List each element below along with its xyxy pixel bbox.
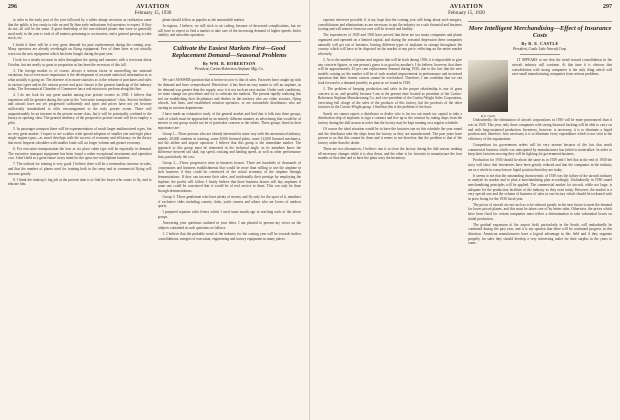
body-paragraph: Production for 1930 should be about the same as in 1929 and I feel that at the end of 1930 the story will show that inventories have been greatly reduced and that the companies in the industry are as a whole in a much more liquid position than they are today.: [468, 158, 612, 172]
page-number: 296: [8, 4, 17, 10]
body-paragraph: I prepared separate sales letters which I used same month ago in reaching each of the above groups.: [157, 210, 301, 219]
divider: [520, 54, 560, 55]
body-paragraph: Competition for government orders will be very intense because of the fact that much commercial business which was anticipated by manufacturers has failed to materialize. In order to keep their factories moving they will be fighting for government business.: [468, 142, 612, 157]
columns: [8, 18, 301, 418]
body-paragraph: 4. I do not look for any great market among true private owners in 1930. I believe that expansion will be greatest during this year in the "executive transportation" class. Service facilities and aircraft have not yet progressed sufficiently and types and prices have not yet become sufficiently standardized to offer encouragement to the truly private owner. There will unquestionably be an increase in the private owner class, but it will be principally confined to the luxury or sporting class. The general tendency of the prospective private owner will be to employ a pilot.: [8, 93, 152, 125]
masthead: [448, 4, 485, 17]
masthead: [135, 4, 172, 17]
body-paragraph: 7. The outlook for training is very good. I believe there will be a tremendous increase in sales, and that the number of planes used for training both in the army and in commercial flying will increase greatly.: [8, 162, 152, 176]
issue-date: February 15, 1930: [134, 10, 172, 16]
article-header: [468, 25, 612, 55]
body-paragraph: Group 1—Those persons who are already interested in some way with the aeronautical industry, namely 28,000 students in training, some 8,000 licensed pilots, some 12,000 licensed mechanics, and the airline and airport operators. I believe that this group is the immediate market. The approach to this group must be interested in the technical angle, as its members know the difference between tail skid, top speed, cruising and landing speed, as well as other performance data, particularly the cost.: [157, 132, 301, 160]
article-author-role: President, Curtiss-Robertson Airplane Mfg. Co.: [194, 67, 264, 72]
divider: [468, 21, 612, 22]
divider: [158, 41, 302, 42]
right-page: [310, 0, 620, 420]
body-paragraph: I have made an exhaustive study of the general market and find that it falls into three groups, each of which must be approached in an entirely different manner, as advertising that would be of interest to one group would not be of particular concern to the others. These groups listed in their importance are:: [157, 112, 301, 130]
article-title: More Intelligent Merchandising—Effect of Insurance Costs: [468, 25, 612, 40]
article-author: By R. E. CASTLE: [521, 41, 559, 47]
body-paragraph: I doubt if there will be a very great demand for pure replacements during the coming year. Many operators are already overbought on flying equipment. Few of them have as yet actually worn out the new equipment which has been bought during the past year.: [8, 42, 152, 56]
body-paragraph: In regions, I believe, we still stick to air coding, because of decreased complications, but we will have to expect to find a market to take care of the increasing demand of higher speeds, better stability and smoother operation.: [157, 24, 301, 38]
page-number: 297: [603, 4, 612, 10]
body-paragraph: We can't ANSWER question that is before us now is that of sales. Factories have caught up with the demand and have overproduced. Heretofore, it has been an easy matter to sell an airplane, as the demand was greater than the supply; now it is not such an easy matter. Under such conditions, we must change our procedure and try to cultivate the markets. The present rapidly realizing this and are establishing their distributors and dealers in the territory who are either aviators, flying schools, lost lines, and established aviation operators, or are automobile distributors who are starting in aviation departments.: [157, 78, 301, 110]
body-paragraph: Surely we cannot expect a distributor or dealer who is far too out much tax capital to take a distribution ship of airplanes to sign a contract and live up to the contract by taking ships from the factory during the dull season in order that the factory may be kept running on a regular schedule.: [318, 111, 462, 125]
body-paragraph: 2. As to the number of planes and engines that will be built during 1930, it is impossible to give any concrete figures, as one person's guess is as good as another's. I do believe, however, that there will be approximately 25 per cent replacement demand during 1930, due to the fact that the new models coming on the market will be of such marked improvement in performance and increased operation that their former owners cannot be overlooked. Therefore, I am confident that we can look forward to a demand possibly as great as we found in 1929.: [318, 57, 462, 85]
article-author-role: President, Castle Lake Aircraft Corp.: [513, 47, 567, 52]
body-paragraph: 1. I believe that the probable trend of the industry for the coming year will be towards further consolidations, mergers of execution, engineering and factory equipment in many places.: [157, 231, 301, 241]
issue-date: February 15, 1930: [448, 10, 485, 16]
body-paragraph: It seems to me that the outstanding characteristic of 1929 was the failure of the aircraft industry to analyze its market and to plan a merchandising plan accordingly. Undoubtedly in 1930 sound merchandising principles will be applied. The commercial market for aircraft, while not large, is adequate for the production facilities of the industry as they exist today. However, the market is a very special one and the volume of business of sales in one factory which should be reckoned with in price fixing for the 1930 fiscal year.: [468, 173, 612, 201]
body-paragraph: plane should follow as popular as the automobile market.: [162, 18, 245, 22]
column-1: [318, 18, 462, 418]
body-paragraph: to sales in the early part of the year followed by a rather abrupt recession as realization came that the public is less ready to ride on and fly than early enthusiasm led operators to expect. If they do not, all will be the same. A great dealership of the non-ticketed planes that were so generally used early in the year is took of all matters pertaining to accessories, and a general passing to take stock, etc.: [8, 18, 152, 41]
body-paragraph: Of course the ideal situation would be to have the factories run on this schedule the year round and the distributor take the ships from the factory as they are manufactured. The past years have proven to us that this cannot be done and it seems to me therefore that the problem is that of the factory rather than the dealer.: [318, 127, 462, 145]
column-2: [158, 18, 302, 418]
body-paragraph: The prices of aircraft are not such as to be reduced greatly in the near future to meet the demand for lower priced planes, and this must be taken care of by better sales. Otherwise, the prices which have been fixed for certain companies must reflect a determination to take substantial losses on initial production.: [468, 202, 612, 221]
body-paragraph: The gradual expansion of the airport field, particularly in the South, will undoubtedly be continued during the past year, and it is my opinion that there will be continued progress in this direction. American manufacturers have a logical advantage in this field and if they organize properly for sales they should develop a very interesting outlet for their surplus in the years to come.: [468, 222, 612, 246]
column-2: [468, 18, 612, 418]
author-photo-block: [468, 58, 612, 118]
article-author: By WM. B. ROBERTSON: [202, 61, 256, 67]
page-header: [8, 4, 301, 18]
body-paragraph: Group 3. Those gentlemen who have plenty of money and fly only for the sport of it, members of exclusive clubs including country clubs, yacht owners and others who are lovers of outdoor sports.: [157, 195, 301, 209]
body-paragraph: There are two alternatives, I believe: one is to close the factory during the dull season, making all necessary changes while it is shut down, and the other is for factories to manufacture the four months of that time and to have the plant carry the inventory.: [318, 147, 462, 161]
magazine-title: AVIATION: [449, 4, 484, 10]
author-photo: [468, 60, 508, 119]
body-paragraph: I look for a steady increase in sales throughout the spring and summer, with a recession about October, but not nearly so great in proportion as has been the recession of this fall.: [8, 57, 152, 67]
magazine-title: AVIATION: [136, 4, 170, 10]
body-paragraph: 3. The foreign market is, of course, always a serious factor in unravelling our seasonal variations, but of even more importance is the development of accurate statistical information as to what actually is going on. The absence of accurate statistics as to the volume of purchases and sales in various types and in the various power and price classes is the greatest handicap of the industry today. The Aeronautical Chamber of Commerce has a real mission to perform along this line.: [8, 68, 152, 92]
column-1: [8, 18, 152, 418]
body-paragraph: IT APPEARS to me that the trend toward consolidation in the aircraft industry will continue. At this time it is obvious that consolidation with strong companies is the only thing which will save small manufacturing companies from serious problems.: [512, 58, 612, 77]
page-header: [318, 4, 612, 18]
body-paragraph: 3. The problem of keeping production and sales in the proper relationship is one of great concern to us, and possibly because I am at the present time located as president of the Curtiss-Robertson Airplane Manufacturing Co. and vice-president of the Curtiss-Wright Sales Corporation, exercising full charge of the sales of the products of this factory, but the products of the other factories in the Curtiss-Wright group. I find that this is the problem of the hour.: [318, 87, 462, 110]
article-title: Cultivate the Easiest Markets First—Good Replacement Demand—Seasonal Problems: [171, 44, 287, 60]
body-paragraph: 5. In passenger transport there will be experimentation of much larger multimotored types, but no very great market. I expect to see a rather wide spread adoption of smaller one and eight place single engine types—as travel develops with the success of economy and efficiency on the theory that more frequent schedules with smaller loads will act larger volume and greater economy.: [8, 127, 152, 145]
divider: [209, 74, 249, 75]
body-paragraph: 6. For executive transportation the four or six place cabin type will be especially in demand. The executive transport equipment has been found a rather exceptional investment and operation cost. I don't hold as a great future in my mind for the open two-seat biplane business.: [8, 147, 152, 161]
body-paragraph: The experiences of 1929 and 1930 have proved that there are too many companies and plants organized and operated on a limited capital, and during the seasonal depression these companies naturally will get out of business, leaving different types of airplanes in storage throughout the country which will have to be disposed on the market at any price, reflecting on the entire market adversely.: [318, 33, 462, 56]
body-paragraph: Group 2.—Those progressive men in business houses. There are hundreds of thousands of corporations and business establishments that would be more than willing to use the airplane in their business if they could be convinced of the actual economy of the airplane through demonstrations. If they can increase their sales, and incidentally their prestige by employing the airplane, the profits will follow. I firmly believe that there business houses will buy airplanes if some one could be convinced that it would be of real service to them. This can only be done through demonstrations.: [157, 161, 301, 193]
columns: [318, 18, 612, 418]
article-header: [158, 45, 302, 75]
body-paragraph: Answering your questions outlined in your letter, I am pleased to present my views on the subjects contained in such questions as follows:: [157, 221, 301, 230]
body-paragraph: Undoubtedly, the elimination of aircraft corporations in 1930 will be more pronounced than it was in 1929. This year, only those companies with strong financial backing will be able to carry on and with long-sustained production. Inventory, however, is necessary, it is to eliminate a liquid position and, therefore, how necessary it is to eliminate every expenditure which is not vital to the efficiency of the organization.: [468, 118, 612, 141]
body-paragraph: 8. I think the industry's big job at the present time is to find the buyer who wants to fly, and to educate him.: [8, 177, 152, 187]
photo-caption: R. E. Castle: [480, 114, 496, 119]
body-paragraph: expense wherever possible. It is my hope that the coming year will bring about such mergers, consolidations and eliminations as are necessary to put the industry on a safe financial and business footing and will remove from our own will be several and healthy.: [318, 18, 462, 32]
